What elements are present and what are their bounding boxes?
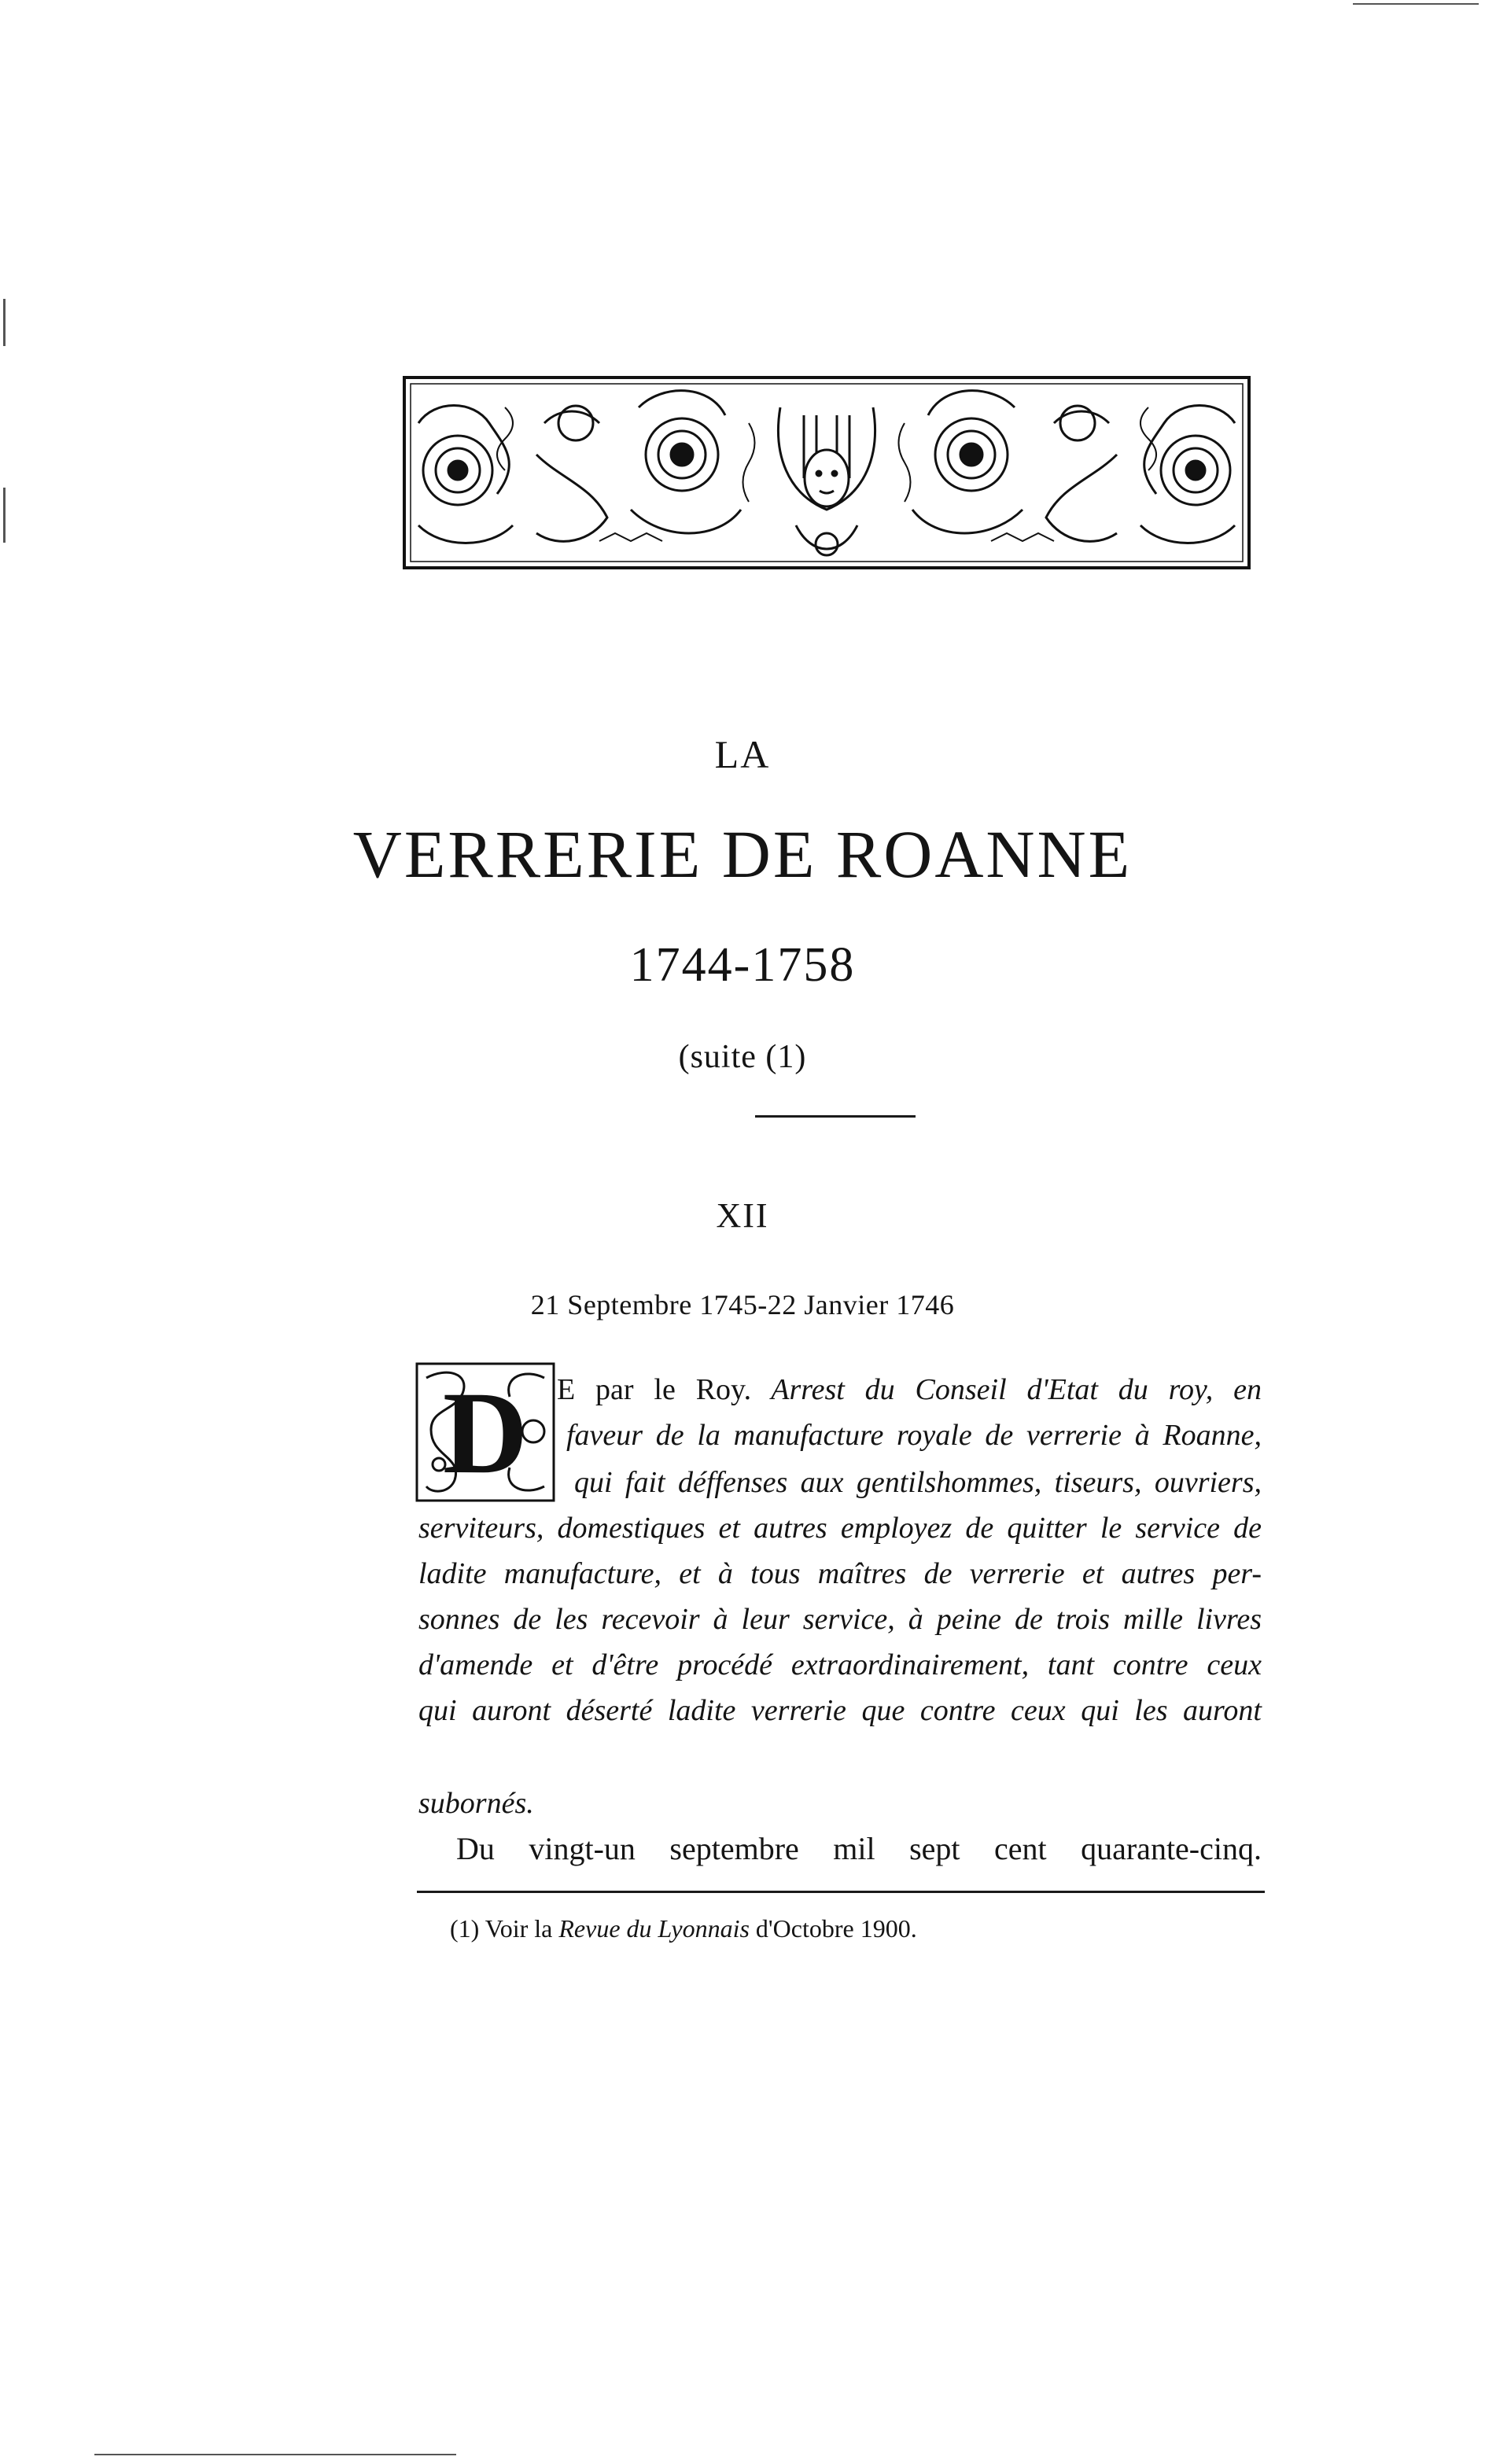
title-years: 1744-1758 xyxy=(629,938,856,992)
body-line-5: ladite manufacture, et à tous maîtres de verrerie et autres per- xyxy=(418,1557,1262,1590)
footnote xyxy=(450,1911,917,1946)
body-line-6: sonnes de les recevoir à leur service, à peine de trois mille livres xyxy=(418,1603,1262,1636)
scan-edge-mark xyxy=(1353,3,1479,5)
title-article: LA xyxy=(714,732,771,776)
footnote-marker: (1) Voir la xyxy=(450,1914,553,1943)
header-ornament-icon xyxy=(403,376,1251,569)
dropcap-d-icon xyxy=(415,1362,555,1502)
scan-edge-mark xyxy=(3,488,6,543)
body-line-1 xyxy=(557,1370,1262,1409)
body-line-1-roman: E par le Roy. xyxy=(557,1373,752,1406)
footnote-divider xyxy=(417,1891,1265,1893)
title-suite: (suite (1) xyxy=(678,1039,807,1075)
chapter-number: XII xyxy=(716,1196,769,1235)
dropcap-letter: D xyxy=(442,1368,529,1498)
page-title: VERRERIE DE ROANNE xyxy=(352,816,1133,892)
chapter-date-range: 21 Septembre 1745-22 Janvier 1746 xyxy=(530,1289,955,1320)
body-date-line: Du vingt-un septembre mil sept cent quarante-cinq. xyxy=(456,1831,1262,1866)
scan-edge-mark xyxy=(3,299,6,346)
body-line-2: faveur de la manufacture royale de verrerie à Roanne, xyxy=(566,1419,1262,1452)
footnote-journal: Revue du Lyonnais xyxy=(558,1914,750,1943)
body-line-8: qui auront déserté ladite verrerie que contre ceux qui les auront xyxy=(418,1694,1262,1727)
body-line-9: subornés. xyxy=(418,1787,534,1820)
body-line-1-italic: Arrest du Conseil d'Etat du roy, en xyxy=(771,1373,1262,1406)
body-line-4: serviteurs, domestiques et autres employez de quitter le service de xyxy=(418,1512,1262,1545)
title-divider xyxy=(755,1115,916,1118)
body-line-7: d'amende et d'être procédé extraordinairement, tant contre ceux xyxy=(418,1648,1262,1681)
body-line-3: qui fait déffenses aux gentilshommes, tiseurs, ouvriers, xyxy=(574,1466,1262,1499)
scan-edge-mark xyxy=(94,2454,456,2455)
footnote-rest: d'Octobre 1900. xyxy=(755,1914,917,1943)
